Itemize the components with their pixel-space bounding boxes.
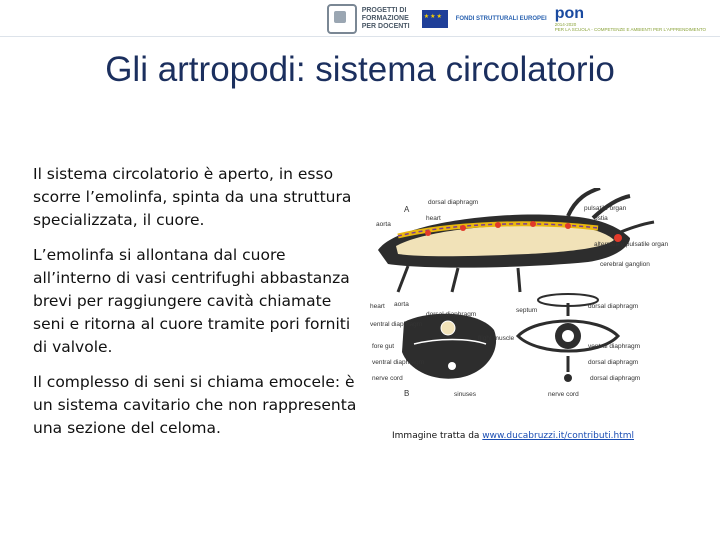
label-b-7: ventral diaphragm — [372, 359, 425, 366]
panel-a-label: A — [404, 205, 410, 214]
pon-years: 2014-2020 — [554, 22, 577, 27]
label-a-1: heart — [426, 215, 441, 222]
slide-title: Gli artropodi: sistema circolatorio — [105, 50, 615, 89]
pon-logo — [555, 6, 706, 32]
progetti-logo — [327, 4, 414, 34]
label-a-4: ostia — [594, 215, 608, 222]
pon-text: pon — [554, 5, 585, 22]
label-b-1: ventral diaphragm — [370, 321, 423, 328]
label-b-12: sinuses — [454, 391, 477, 398]
label-b-8: nerve cord — [372, 375, 403, 382]
label-b-0: dorsal diaphragm — [426, 311, 477, 318]
paragraph-2: L’emolinfa si allontana dal cuore all’interno di vasi centrifughi abbastanza brevi per raggiungere cavità chiamate seni e ritorna al cuore tramite pori forniti di valvole. — [33, 246, 351, 356]
label-a-5: alternately pulsatile organ — [594, 241, 668, 248]
pon-tagline: PER LA SCUOLA - COMPETENZE E AMBIENTI PER L'APPRENDIMENTO — [554, 27, 706, 32]
fondi-text: FONDI STRUTTURALI EUROPEI — [455, 16, 547, 22]
label-a-3: aorta — [376, 221, 391, 228]
caption-prefix: Immagine tratta da — [392, 431, 483, 441]
label-b-4: septum — [516, 307, 538, 314]
label-b-10: ventral diaphragm — [588, 343, 641, 350]
label-b-14: dorsal diaphragm — [590, 375, 641, 382]
longitudinal-section — [378, 188, 654, 292]
label-b-9: dorsal diaphragm — [588, 303, 639, 310]
panel-b-label: B — [404, 389, 410, 398]
paragraph-3: Il complesso di seni si chiama emocele: è un sistema cavitario che non rappresenta una sezione del celoma. — [33, 373, 357, 437]
source-link[interactable]: www.ducabruzzi.it/contributi.html — [482, 431, 634, 441]
paragraph-1: Il sistema circolatorio è aperto, in esso scorre l’emolinfa, spinta da una struttura specializzata, il cuore. — [33, 165, 352, 229]
eu-flag-icon — [422, 10, 448, 28]
label-a-2: pulsatile organ — [584, 205, 627, 212]
label-a-6: cerebral ganglion — [600, 261, 650, 268]
header-divider — [0, 36, 720, 37]
progetti-logo-text: PROGETTI DI FORMAZIONE PER DOCENTI — [361, 7, 410, 30]
header-logos — [327, 2, 706, 36]
label-b-2: aorta — [394, 301, 409, 308]
slide-body — [33, 163, 363, 452]
label-b-6: fore gut — [372, 343, 395, 350]
fondi-logo — [456, 16, 547, 22]
label-b-13: nerve cord — [548, 391, 579, 398]
image-credit — [392, 431, 634, 441]
label-a-0: dorsal diaphragm — [428, 199, 479, 206]
progetti-logo-icon — [327, 4, 357, 34]
label-b-11: dorsal diaphragm — [588, 359, 639, 366]
label-b-3: heart — [370, 303, 385, 310]
label-b-5: flight muscle — [478, 335, 515, 342]
arthropod-circulatory-diagram — [368, 188, 668, 408]
